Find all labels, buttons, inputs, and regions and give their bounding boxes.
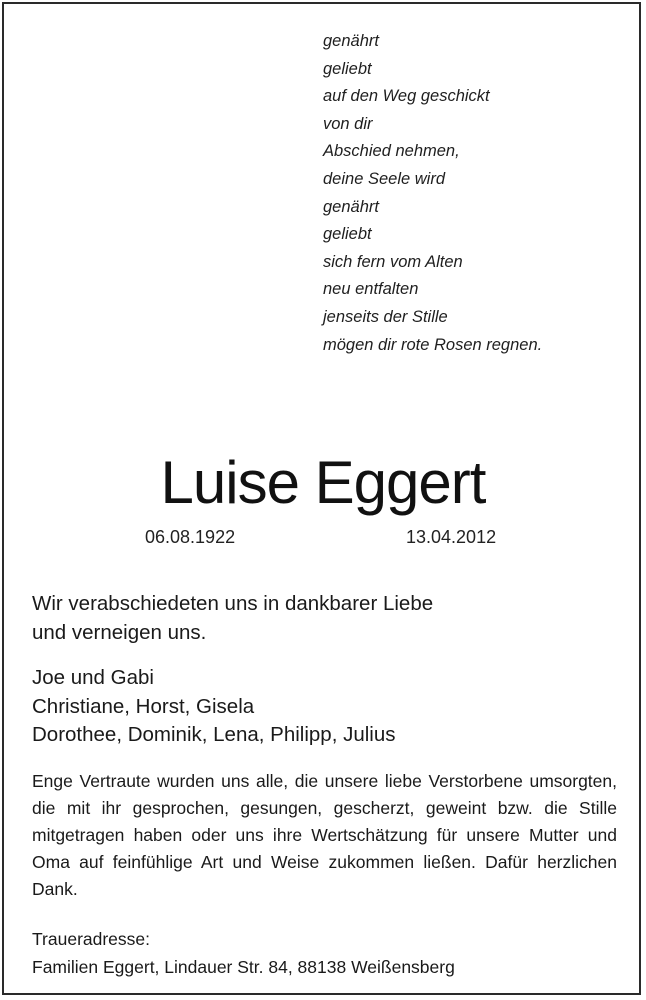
poem-line: von dir — [323, 114, 373, 133]
family-line: Dorothee, Dominik, Lena, Philipp, Julius — [32, 723, 396, 746]
poem-line: genährt — [323, 32, 379, 50]
death-date: 13.04.2012 — [406, 527, 497, 547]
birth-date: 06.08.1922 — [145, 527, 236, 547]
poem-line: Abschied nehmen, — [323, 142, 460, 161]
thanks-paragraph: Enge Vertraute wurden uns alle, die unsere liebe Verstorbene umsorgten, die mit ihr gesprochen, gesungen, gescherzt, geweint bzw. die Stille mitgetragen haben oder uns ihre Wertschätzung für unsere Mutter und Oma auf feinfühlige Art und Weise zukommen ließen. Dafür herzlichen Dank. — [32, 771, 617, 899]
poem-line: deine Seele wird — [323, 169, 445, 188]
family-names — [32, 664, 617, 750]
poem-line: geliebt — [323, 59, 372, 78]
address-value: Familien Eggert, Lindauer Str. 84, 88138 Weißensberg — [32, 957, 455, 977]
address-label: Traueradresse: — [32, 929, 151, 949]
poem-line: geliebt — [323, 225, 372, 244]
poem-line: jenseits der Stille — [323, 307, 448, 326]
mourning-address — [32, 925, 617, 981]
poem-line: genährt — [323, 197, 379, 216]
deceased-name: Luise Eggert — [160, 449, 486, 516]
poem-line: sich fern vom Alten — [323, 252, 463, 271]
poem — [323, 28, 542, 359]
poem-line: neu entfalten — [323, 280, 419, 299]
poem-line: auf den Weg geschickt — [323, 87, 490, 106]
farewell-line: und verneigen uns. — [32, 620, 207, 644]
poem-line: mögen dir rote Rosen regnen. — [323, 335, 543, 354]
farewell-text — [32, 590, 617, 647]
farewell-line: Wir verabschiedeten uns in dankbarer Liebe — [32, 592, 434, 615]
family-line: Joe und Gabi — [32, 666, 154, 689]
family-line: Christiane, Horst, Gisela — [32, 694, 255, 718]
